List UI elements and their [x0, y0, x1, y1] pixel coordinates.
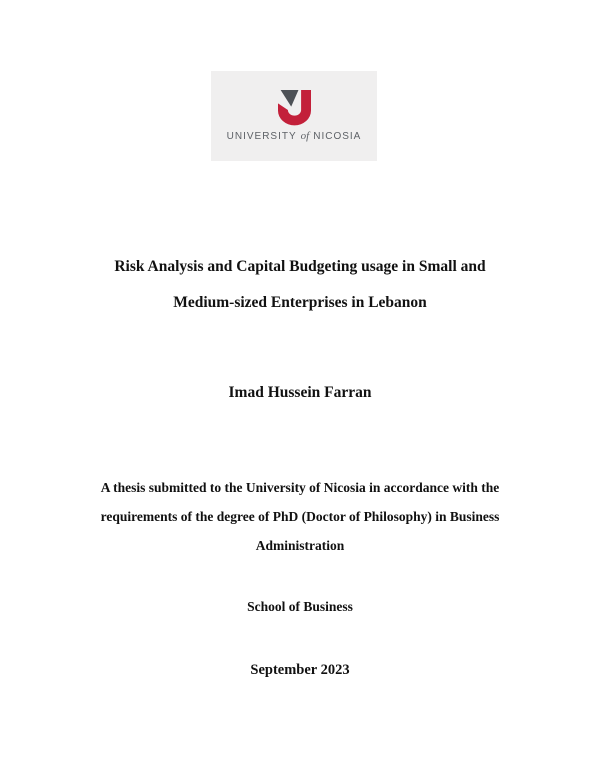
wordmark-of-text: of [300, 130, 310, 142]
submission-statement-line3: Administration [255, 538, 345, 553]
thesis-title-line1: Risk Analysis and Capital Budgeting usage in Small and [114, 258, 486, 275]
university-wordmark [227, 130, 362, 142]
wordmark-university-text: UNIVERSITY [226, 131, 297, 142]
wordmark-nicosia-text: NICOSIA [313, 131, 362, 142]
school-name: School of Business [247, 599, 353, 614]
submission-statement-line1: A thesis submitted to the University of Nicosia in accordance with the [100, 480, 500, 495]
submission-date: September 2023 [250, 662, 350, 678]
thesis-title-line2: Medium-sized Enterprises in Lebanon [173, 294, 427, 311]
university-logo [211, 71, 377, 161]
submission-statement-line2: requirements of the degree of PhD (Doctor of Philosophy) in Business [100, 509, 500, 524]
author-name: Imad Hussein Farran [228, 384, 372, 401]
university-u-mark-icon [278, 90, 311, 126]
